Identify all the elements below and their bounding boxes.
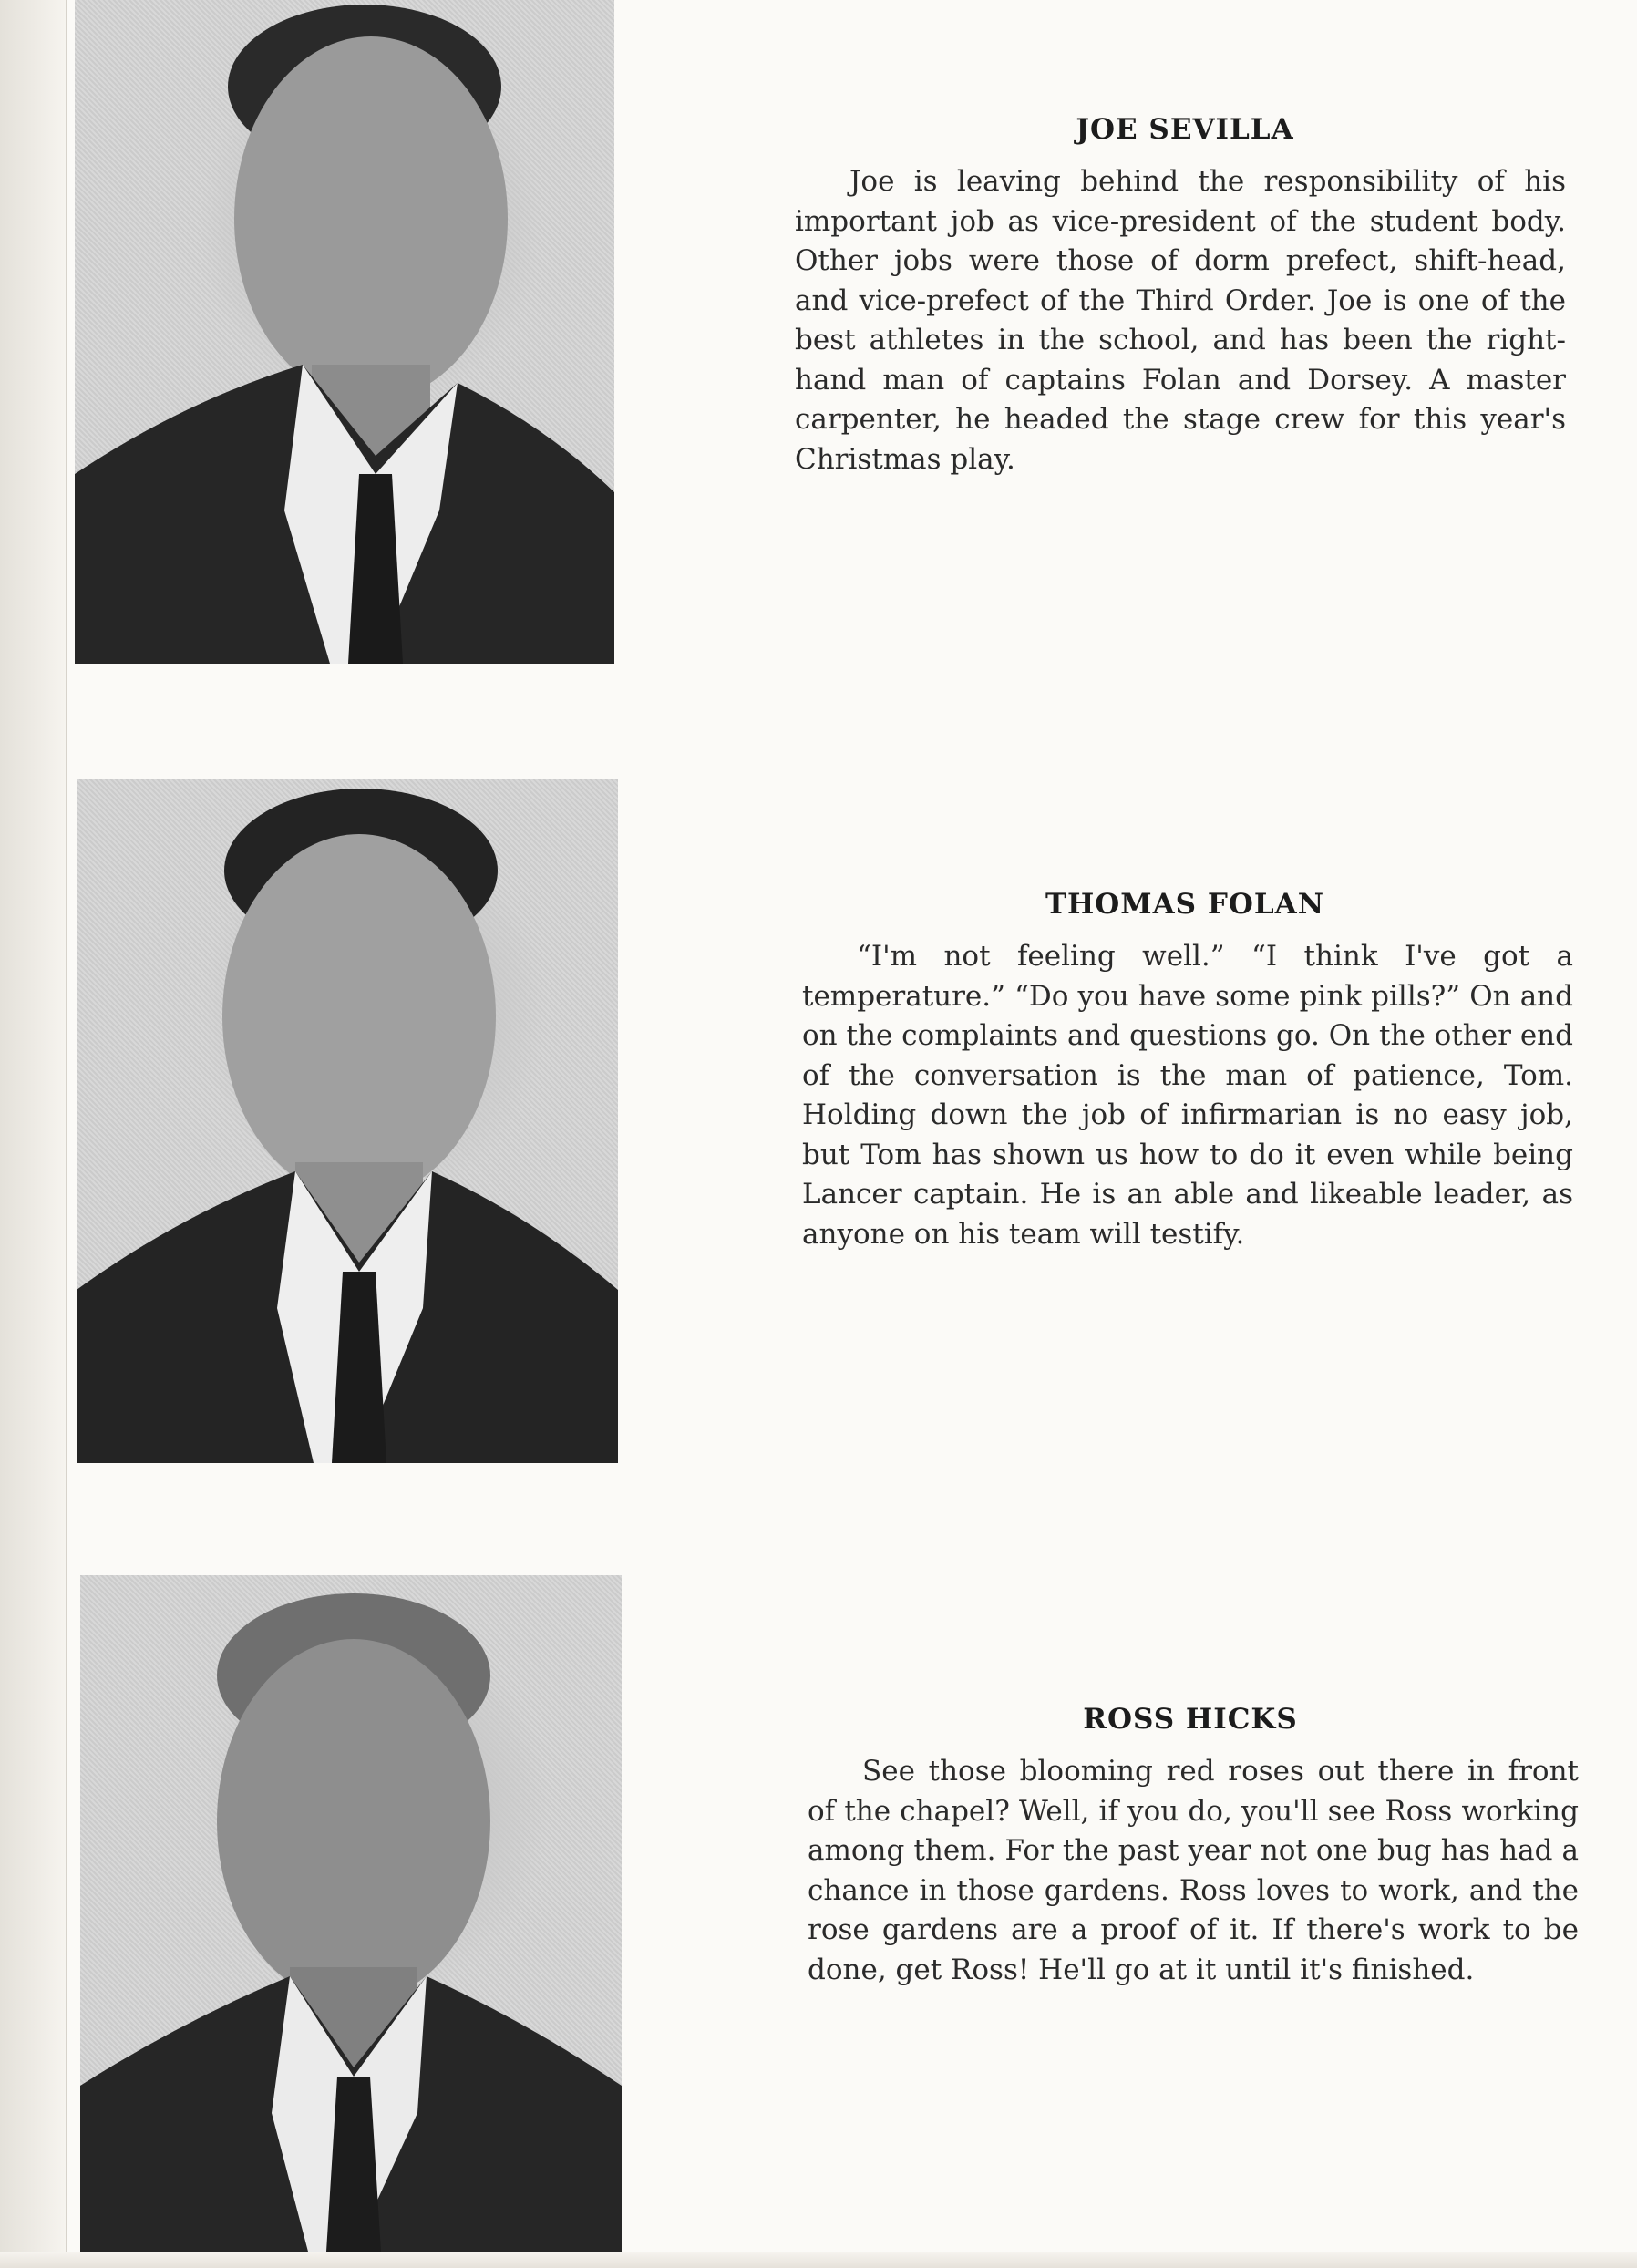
page-bottom-edge — [0, 2252, 1637, 2268]
portrait-silhouette — [77, 779, 618, 1463]
senior-name: ROSS HICKS — [1083, 1703, 1298, 1736]
portrait-photo-joe-sevilla — [75, 0, 614, 664]
senior-entry-joe-sevilla — [0, 0, 1637, 675]
portrait-silhouette — [75, 0, 614, 664]
senior-entry-ross-hicks — [0, 1575, 1637, 2252]
senior-name: THOMAS FOLAN — [1045, 888, 1325, 921]
senior-entry-thomas-folan — [0, 779, 1637, 1472]
senior-bio: Joe is leaving behind the responsibility of his important job as vice-president of the student body. Other jobs were those of dorm prefect, shift-head, and vice-prefect of the Third Order. Joe is one of the best athletes in the school, and has been the right-hand man of captains Folan and Dorsey. A master carpenter, he headed the stage crew for this year's Christmas play. — [795, 165, 1566, 476]
senior-bio: See those blooming red roses out there in front of the chapel? Well, if you do, you'll see Ross working among them. For the past year not one bug has had a chance in those gardens. Ross loves to work, and the rose gardens are a proof of it. If there's work to be done, get Ross! He'll go at it until it's finished. — [808, 1755, 1579, 1986]
senior-bio: “I'm not feeling well.” “I think I've got a temperature.” “Do you have some pink pills?” On and on the complaints and questions go. On the other end of the conversation is the man of patience, Tom. Holding down the job of infirmarian is no easy job, but Tom has shown us how to do it even while being Lancer captain. He is an able and likeable leader, as anyone on his team will testify. — [802, 940, 1573, 1251]
portrait-photo-ross-hicks — [80, 1575, 622, 2252]
portrait-photo-thomas-folan — [77, 779, 618, 1463]
portrait-silhouette — [80, 1575, 622, 2252]
senior-name: JOE SEVILLA — [1076, 113, 1294, 146]
